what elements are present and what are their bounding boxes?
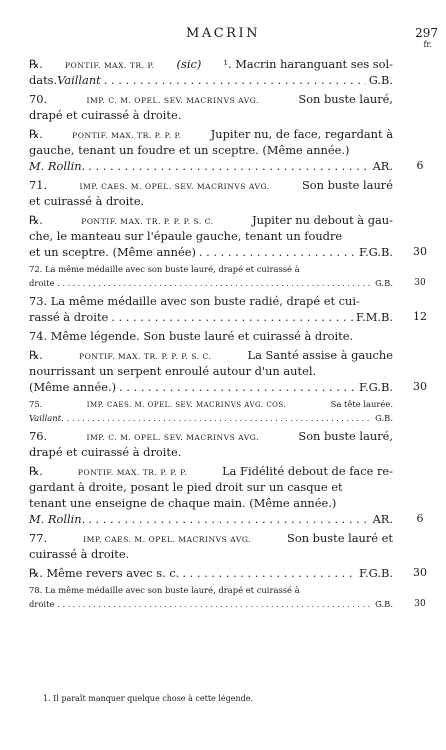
legend-text: IMP. C. M. OPEL. SEV. MACRINVS AVG. xyxy=(86,96,259,105)
description-text: ℞. Même revers avec s. c. xyxy=(29,566,180,580)
leader-dots xyxy=(67,412,372,426)
module-label: AR. xyxy=(372,159,393,173)
description-text: 70. xyxy=(29,92,48,106)
module-label: G.B. xyxy=(375,598,393,609)
description-text: nourrissant un serpent enroulé autour d'un autel. xyxy=(29,364,317,378)
description-text: dats. xyxy=(29,73,58,87)
price-value: 30 xyxy=(414,598,426,609)
entry-line xyxy=(29,479,393,495)
price-value: 30 xyxy=(413,566,427,579)
description-text: La Fidélité debout de face re- xyxy=(222,464,393,478)
description-text: rassé à droite xyxy=(29,310,109,324)
entry-line xyxy=(29,328,393,344)
entry-line xyxy=(29,444,393,460)
citation-text: M. Rollin xyxy=(29,512,82,526)
description-text: che, le manteau sur l'épaule gauche, tenant un foudre xyxy=(29,229,343,243)
price-value: 30 xyxy=(414,277,426,288)
entry-line xyxy=(29,193,393,209)
catalogue-entry xyxy=(29,212,427,260)
catalogue-entry xyxy=(29,91,393,123)
description-text: et un sceptre. (Même année) xyxy=(29,245,196,259)
leader-dots xyxy=(199,244,356,260)
entry-line xyxy=(29,107,393,123)
entry-line xyxy=(29,463,393,479)
description-text: (Même année.) xyxy=(29,380,117,394)
catalogue-entry xyxy=(29,126,424,174)
legend-text: IMP. CAES. M. OPEL. SEV. MACRINVS AVG. COS. xyxy=(86,401,287,409)
entry-line xyxy=(29,309,427,325)
description-text: ℞. xyxy=(29,127,43,141)
catalogue-entry xyxy=(29,398,393,425)
entry-line xyxy=(29,530,393,546)
leader-dots xyxy=(119,379,356,395)
catalogue-entry xyxy=(29,347,427,395)
entry-line xyxy=(29,363,393,379)
entry-line xyxy=(29,495,393,511)
entry-line xyxy=(29,379,427,395)
catalogue-entry xyxy=(29,584,426,611)
entry-line xyxy=(29,142,393,158)
legend-text: IMP. CAES. M. OPEL. MACRINVS AVG. xyxy=(83,535,252,544)
entry-line xyxy=(29,263,393,277)
entry-line xyxy=(29,293,393,309)
description-text: Son buste lauré et xyxy=(287,531,393,545)
catalogue-entry xyxy=(29,177,393,209)
legend-text: PONTIF. MAX. TR. P. P. P. xyxy=(72,131,182,140)
module-label: F.G.B. xyxy=(358,245,393,259)
entry-line xyxy=(29,244,427,260)
entry-line xyxy=(29,565,427,581)
description-text: ¹. Macrin haranguant ses sol- xyxy=(223,57,393,71)
description-text: 75. xyxy=(29,399,43,409)
description-text: 73. La même médaille avec son buste radié, drapé et cui- xyxy=(29,294,360,308)
catalogue-entry xyxy=(29,263,426,290)
legend-text: IMP. C. M. OPEL. SEV. MACRINVS AVG. xyxy=(86,433,259,442)
footnote: 1. Il paraît manquer quelque chose à cette légende. xyxy=(43,694,254,703)
description-text: ℞. xyxy=(29,57,43,71)
citation-text: M. Rollin xyxy=(29,159,82,173)
description-text: . xyxy=(61,412,64,423)
description-text: 71. xyxy=(29,178,48,192)
legend-text: PONTIF. MAX. TR. P. P. P. xyxy=(77,468,188,477)
catalogue-entries xyxy=(29,56,427,614)
description-text: 74. Même légende. Son buste lauré et cuirassé à droite. xyxy=(29,329,354,343)
leader-dots xyxy=(104,72,366,88)
catalogue-entry xyxy=(29,293,427,325)
entry-line xyxy=(29,228,393,244)
description-text: gauche, tenant un foudre et un sceptre. (Même année.) xyxy=(29,143,350,157)
legend-text: PONTIF. MAX. TR. P. xyxy=(64,61,155,70)
leader-dots xyxy=(182,565,356,581)
module-label: AR. xyxy=(372,512,393,526)
description-text: 78. La même médaille avec son buste lauré, drapé et cuirassé à xyxy=(29,585,300,595)
entry-line xyxy=(29,158,424,174)
running-title: MACRIN xyxy=(186,26,260,41)
description-text: drapé et cuirassé à droite. xyxy=(29,445,182,459)
description-text: La Santé assise à gauche xyxy=(247,348,393,362)
price-value: 30 xyxy=(413,380,427,393)
page-number: 297 xyxy=(415,26,438,40)
entry-line xyxy=(29,277,426,291)
entry-line xyxy=(29,598,426,612)
description-text: 72. La même médaille avec son buste lauré, drapé et cuirassé à xyxy=(29,264,300,274)
entry-line xyxy=(29,56,393,72)
catalogue-entry xyxy=(29,56,393,88)
leader-dots xyxy=(57,598,372,612)
leader-dots xyxy=(88,158,369,174)
entry-line xyxy=(29,428,393,444)
leader-dots xyxy=(111,309,353,325)
description-text: et cuirassé à droite. xyxy=(29,194,145,208)
module-label: F.M.B. xyxy=(355,310,393,324)
description-text: . xyxy=(81,159,86,173)
description-text: Son buste lauré, xyxy=(298,429,393,443)
description-text: 77. xyxy=(29,531,48,545)
legend-text: PONTIF. MAX. TR. P. P. P. S. C. xyxy=(78,352,212,361)
entry-line xyxy=(29,126,393,142)
legend-text: PONTIF. MAX. TR. P. P. P. S. C. xyxy=(81,217,214,226)
entry-line xyxy=(29,72,393,88)
module-label: F.G.B. xyxy=(358,380,393,394)
leader-dots xyxy=(57,277,372,291)
page-header xyxy=(0,26,446,49)
module-label: G.B. xyxy=(375,277,393,288)
description-text: Jupiter nu, de face, regardant à xyxy=(210,127,393,141)
description-text: tenant une enseigne de chaque main. (Même année.) xyxy=(29,496,337,510)
citation-text: Vaillant xyxy=(57,73,101,87)
description-text: Sa tête laurée. xyxy=(330,399,393,409)
citation-text: Vaillant xyxy=(29,412,62,423)
catalogue-entry xyxy=(29,463,424,527)
entry-line xyxy=(29,347,393,363)
price-value: 30 xyxy=(413,245,427,258)
description-text: gardant à droite, posant le pied droit sur un casque et xyxy=(29,480,343,494)
description-text: Jupiter nu debout à gau- xyxy=(252,213,393,227)
description-text: . xyxy=(81,512,86,526)
description-text: droite xyxy=(29,598,55,609)
catalogue-entry xyxy=(29,530,393,562)
leader-dots xyxy=(88,511,369,527)
description-text: drapé et cuirassé à droite. xyxy=(29,108,182,122)
citation-text: (sic) xyxy=(176,57,202,71)
entry-line xyxy=(29,212,393,228)
price-value: 6 xyxy=(416,512,424,525)
legend-text: IMP. CAES. M. OPEL. SEV. MACRINVS AVG. xyxy=(79,182,270,191)
module-label: G.B. xyxy=(368,73,393,87)
description-text: ℞. xyxy=(29,464,43,478)
entry-line xyxy=(29,546,393,562)
description-text: droite xyxy=(29,277,55,288)
catalogue-entry xyxy=(29,565,427,581)
entry-line xyxy=(29,91,393,107)
module-label: F.G.B. xyxy=(358,566,393,580)
entry-line xyxy=(29,412,393,426)
column-heading: fr. xyxy=(423,40,432,49)
price-value: 12 xyxy=(413,310,427,323)
description-text: 76. xyxy=(29,429,48,443)
price-value: 6 xyxy=(416,159,424,172)
description-text: cuirassé à droite. xyxy=(29,547,130,561)
description-text: Son buste lauré xyxy=(302,178,393,192)
catalogue-entry xyxy=(29,428,393,460)
entry-line xyxy=(29,511,424,527)
module-label: G.B. xyxy=(375,412,393,423)
catalogue-entry xyxy=(29,328,393,344)
entry-line xyxy=(29,177,393,193)
description-text: Son buste lauré, xyxy=(298,92,393,106)
description-text: ℞. xyxy=(29,213,43,227)
entry-line xyxy=(29,398,393,412)
description-text: ℞. xyxy=(29,348,43,362)
entry-line xyxy=(29,584,393,598)
